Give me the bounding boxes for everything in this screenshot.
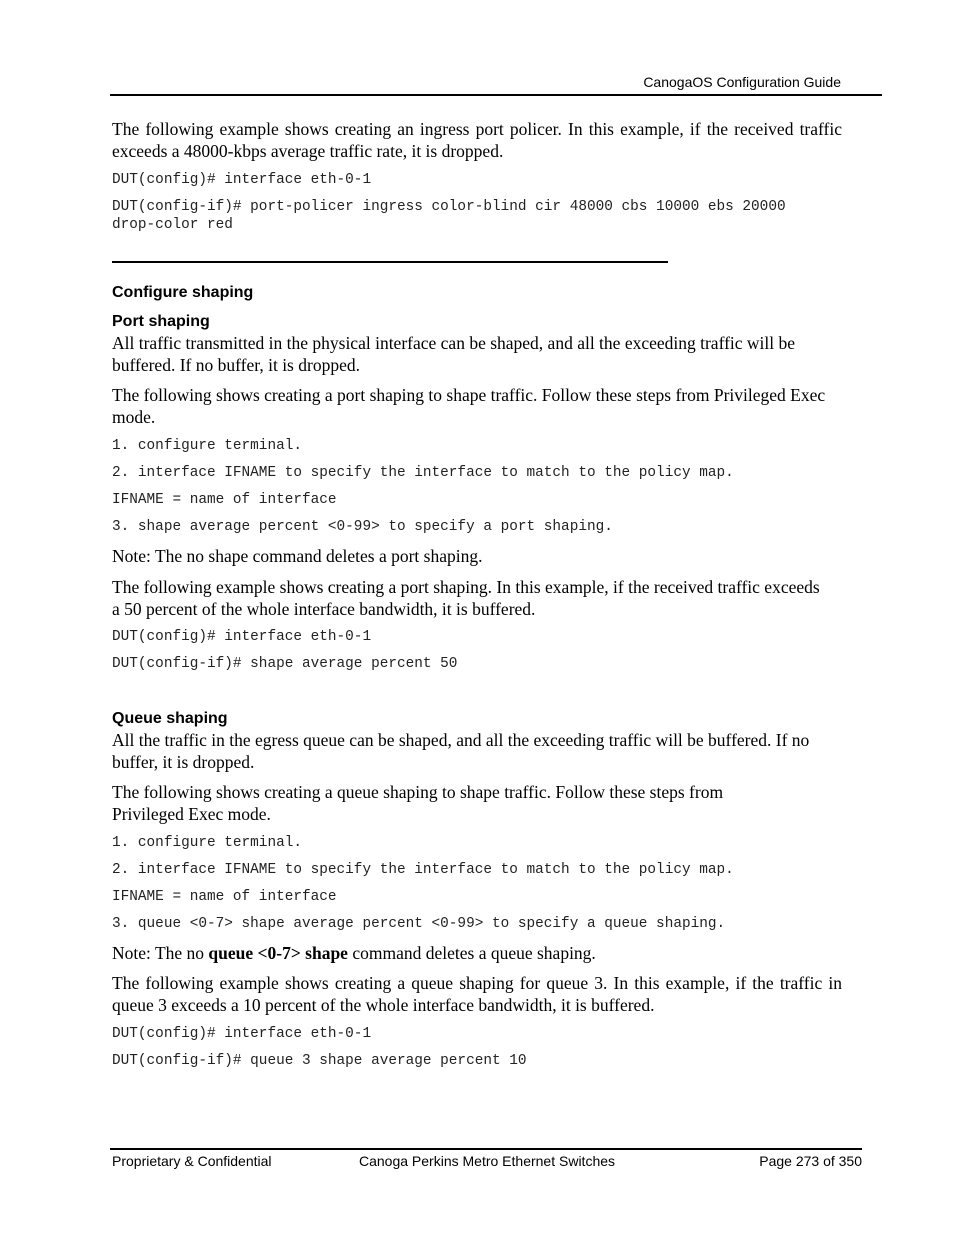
policer-cmd-1: DUT(config)# interface eth-0-1 (112, 172, 372, 188)
queue-shaping-steps-intro: The following shows creating a queue shaping to shape traffic. Follow these steps from Privileged Exec mode. (112, 782, 724, 824)
queue-step-1: 1. configure terminal. (112, 835, 302, 851)
queue-note-prefix: Note: The no (112, 943, 209, 963)
footer-page-number: Page 273 of 350 (759, 1153, 862, 1169)
port-shaping-steps-intro: The following shows creating a port shaping to shape traffic. Follow these steps from Privileged Exec mode. (112, 385, 826, 427)
port-note: Note: The no shape command deletes a port shaping. (112, 546, 483, 566)
port-shaping-desc: All traffic transmitted in the physical interface can be shaped, and all the exceeding traffic will be buffered. If no buffer, it is dropped. (112, 333, 796, 375)
queue-step-3: 3. queue <0-7> shape average percent <0-99> to specify a queue shaping. (112, 916, 726, 932)
port-step-3: 3. shape average percent <0-99> to specify a port shaping. (112, 519, 613, 535)
configure-shaping-heading: Configure shaping (112, 284, 254, 301)
queue-ifname: IFNAME = name of interface (112, 889, 337, 905)
section-divider (112, 261, 668, 263)
header-title: CanogaOS Configuration Guide (643, 74, 841, 90)
footer-center: Canoga Perkins Metro Ethernet Switches (359, 1153, 616, 1169)
policer-cmd-2: DUT(config-if)# port-policer ingress color-blind cir 48000 cbs 10000 ebs 20000 drop-color red (112, 199, 786, 233)
port-step-2: 2. interface IFNAME to specify the interface to match to the policy map. (112, 465, 734, 481)
queue-example-intro: The following example shows creating a queue shaping for queue 3. In this example, if the traffic in queue 3 exceeds a 10 percent of the whole interface bandwidth, it is buffered. (112, 973, 842, 1015)
port-cmd-1: DUT(config)# interface eth-0-1 (112, 629, 372, 645)
port-example-intro: The following example shows creating a port shaping. In this example, if the received traffic exceeds a 50 percent of the whole interface bandwidth, it is buffered. (112, 577, 820, 619)
header-rule (110, 94, 882, 96)
footer-left: Proprietary & Confidential (112, 1153, 272, 1169)
policer-intro: The following example shows creating an ingress port policer. In this example, if the received traffic exceeds a 48000-kbps average traffic rate, it is dropped. (112, 119, 842, 161)
queue-note-command: queue <0-7> shape (208, 943, 348, 963)
queue-step-2: 2. interface IFNAME to specify the interface to match to the policy map. (112, 862, 734, 878)
footer-rule (110, 1148, 862, 1150)
port-cmd-2: DUT(config-if)# shape average percent 50 (112, 656, 458, 672)
queue-shaping-desc: All the traffic in the egress queue can be shaped, and all the exceeding traffic will be buffered. If no buffer, it is dropped. (112, 730, 810, 772)
queue-note (112, 943, 842, 965)
queue-note-suffix: command deletes a queue shaping. (347, 943, 596, 963)
port-shaping-heading: Port shaping (112, 313, 210, 330)
port-step-1: 1. configure terminal. (112, 438, 302, 454)
port-ifname: IFNAME = name of interface (112, 492, 337, 508)
queue-cmd-1: DUT(config)# interface eth-0-1 (112, 1026, 372, 1042)
queue-cmd-2: DUT(config-if)# queue 3 shape average percent 10 (112, 1053, 527, 1069)
queue-shaping-heading: Queue shaping (112, 710, 228, 727)
